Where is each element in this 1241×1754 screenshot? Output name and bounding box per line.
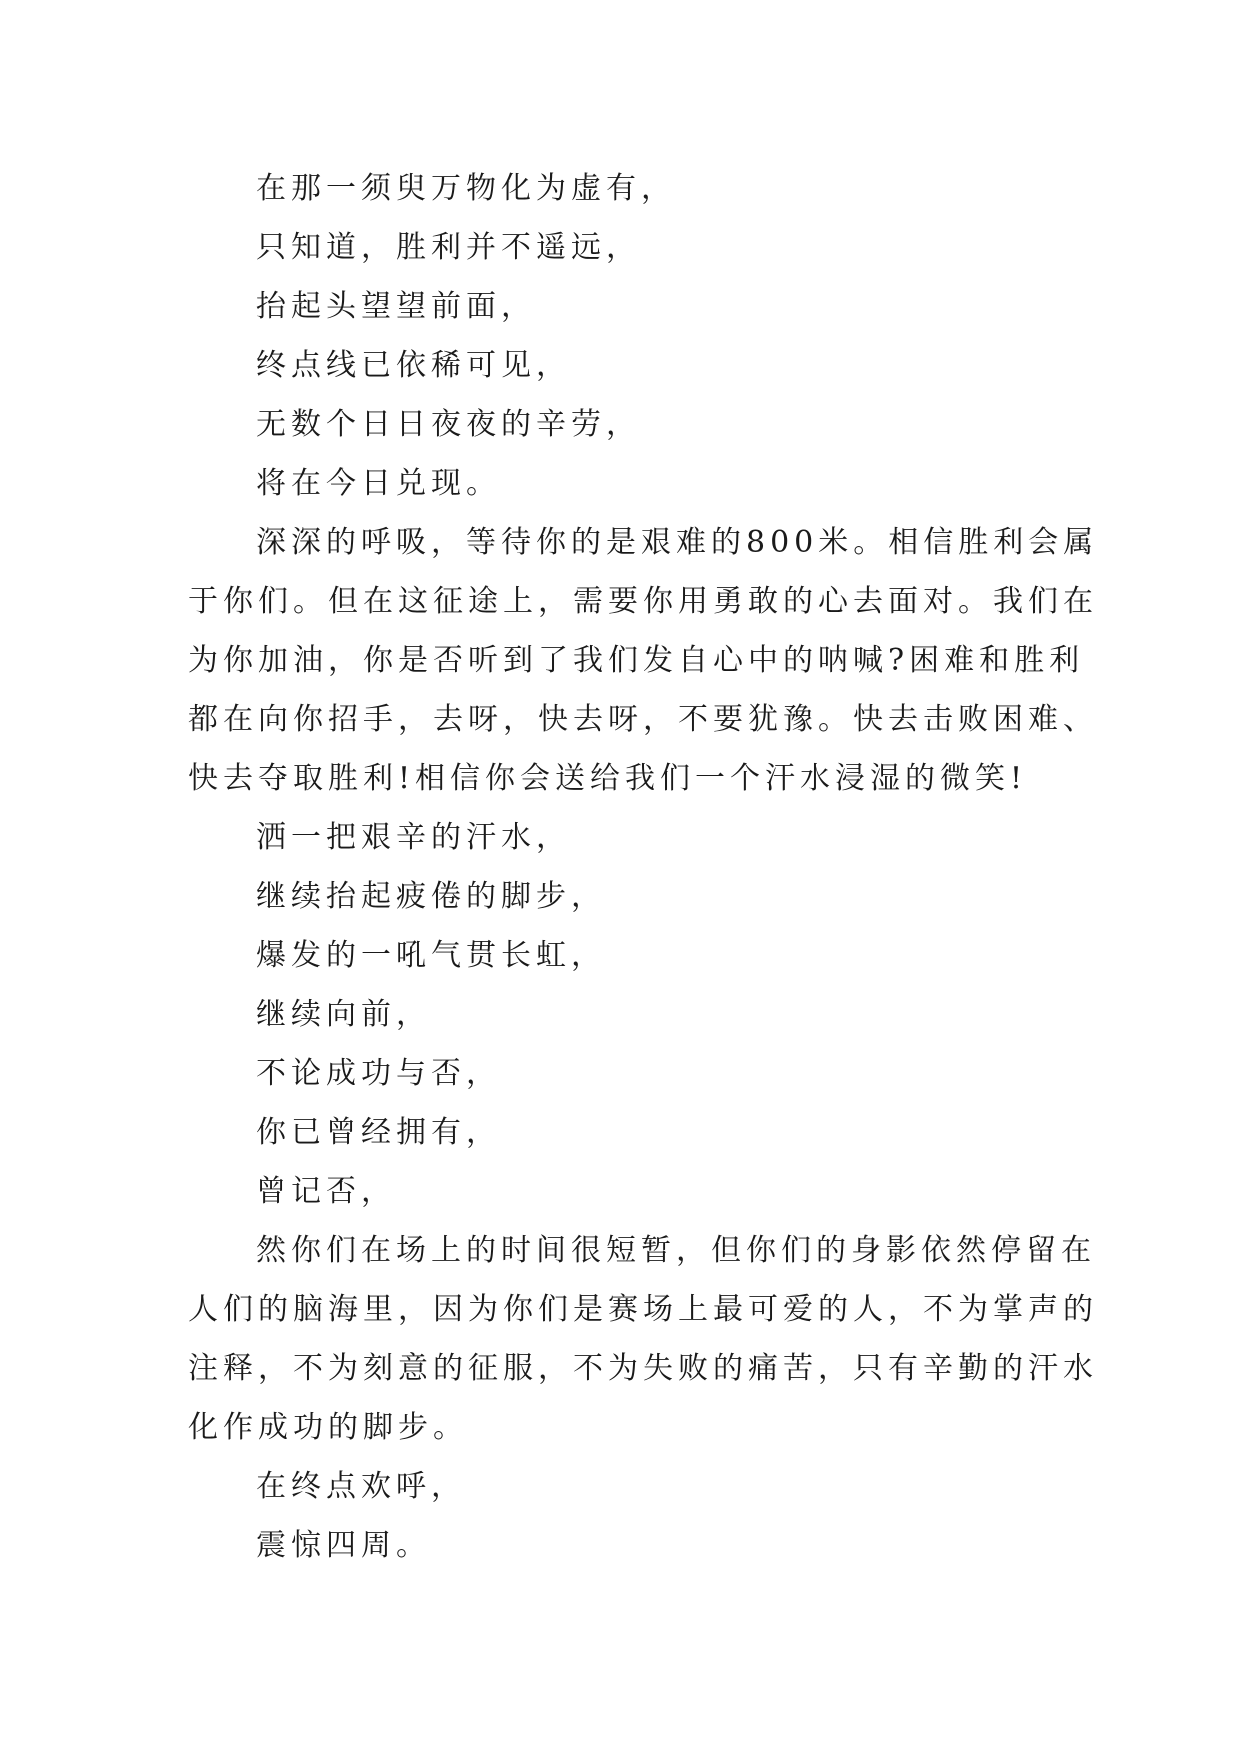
verse-line: 洒一把艰辛的汗水， [256, 820, 571, 855]
paragraph-line: 快去夺取胜利!相信你会送给我们一个汗水浸湿的微笑! [188, 761, 1028, 796]
verse-line: 你已曾经拥有， [256, 1115, 501, 1150]
paragraph-line: 为你加油，你是否听到了我们发自心中的呐喊?困难和胜利 [188, 643, 1085, 678]
stanza-3 [188, 1457, 1068, 1575]
stanza-2 [188, 808, 1068, 1221]
paragraph-2 [188, 1221, 1098, 1457]
verse-line: 终点线已依稀可见， [256, 348, 571, 383]
verse-line: 继续抬起疲倦的脚步， [256, 879, 606, 914]
verse-line: 无数个日日夜夜的辛劳， [256, 407, 641, 442]
verse-line: 震惊四周。 [256, 1528, 431, 1563]
verse-line: 曾记否， [256, 1174, 396, 1209]
stanza-1 [188, 159, 1068, 513]
verse-line: 将在今日兑现。 [256, 466, 501, 501]
document-body [188, 159, 1099, 1575]
verse-line: 不论成功与否， [256, 1056, 501, 1091]
paragraph-line: 化作成功的脚步。 [188, 1410, 468, 1445]
verse-line: 继续向前， [256, 997, 431, 1032]
paragraph-1 [188, 513, 1099, 808]
verse-line: 抬起头望望前面， [256, 289, 536, 324]
paragraph-line: 人们的脑海里，因为你们是赛场上最可爱的人，不为掌声的 [188, 1292, 1098, 1327]
verse-line: 在那一须臾万物化为虚有， [256, 171, 676, 206]
paragraph-line: 注释，不为刻意的征服，不为失败的痛苦，只有辛勤的汗水 [188, 1351, 1098, 1386]
paragraph-line: 然你们在场上的时间很短暂，但你们的身影依然停留在 [256, 1233, 1096, 1268]
verse-line: 爆发的一吼气贯长虹， [256, 938, 606, 973]
paragraph-line: 都在向你招手，去呀，快去呀，不要犹豫。快去击败困难、 [188, 702, 1098, 737]
paragraph-line: 深深的呼吸，等待你的是艰难的800米。相信胜利会属 [256, 525, 1099, 560]
paragraph-line: 于你们。但在这征途上，需要你用勇敢的心去面对。我们在 [188, 584, 1098, 619]
verse-line: 只知道，胜利并不遥远， [256, 230, 641, 265]
verse-line: 在终点欢呼， [256, 1469, 466, 1504]
